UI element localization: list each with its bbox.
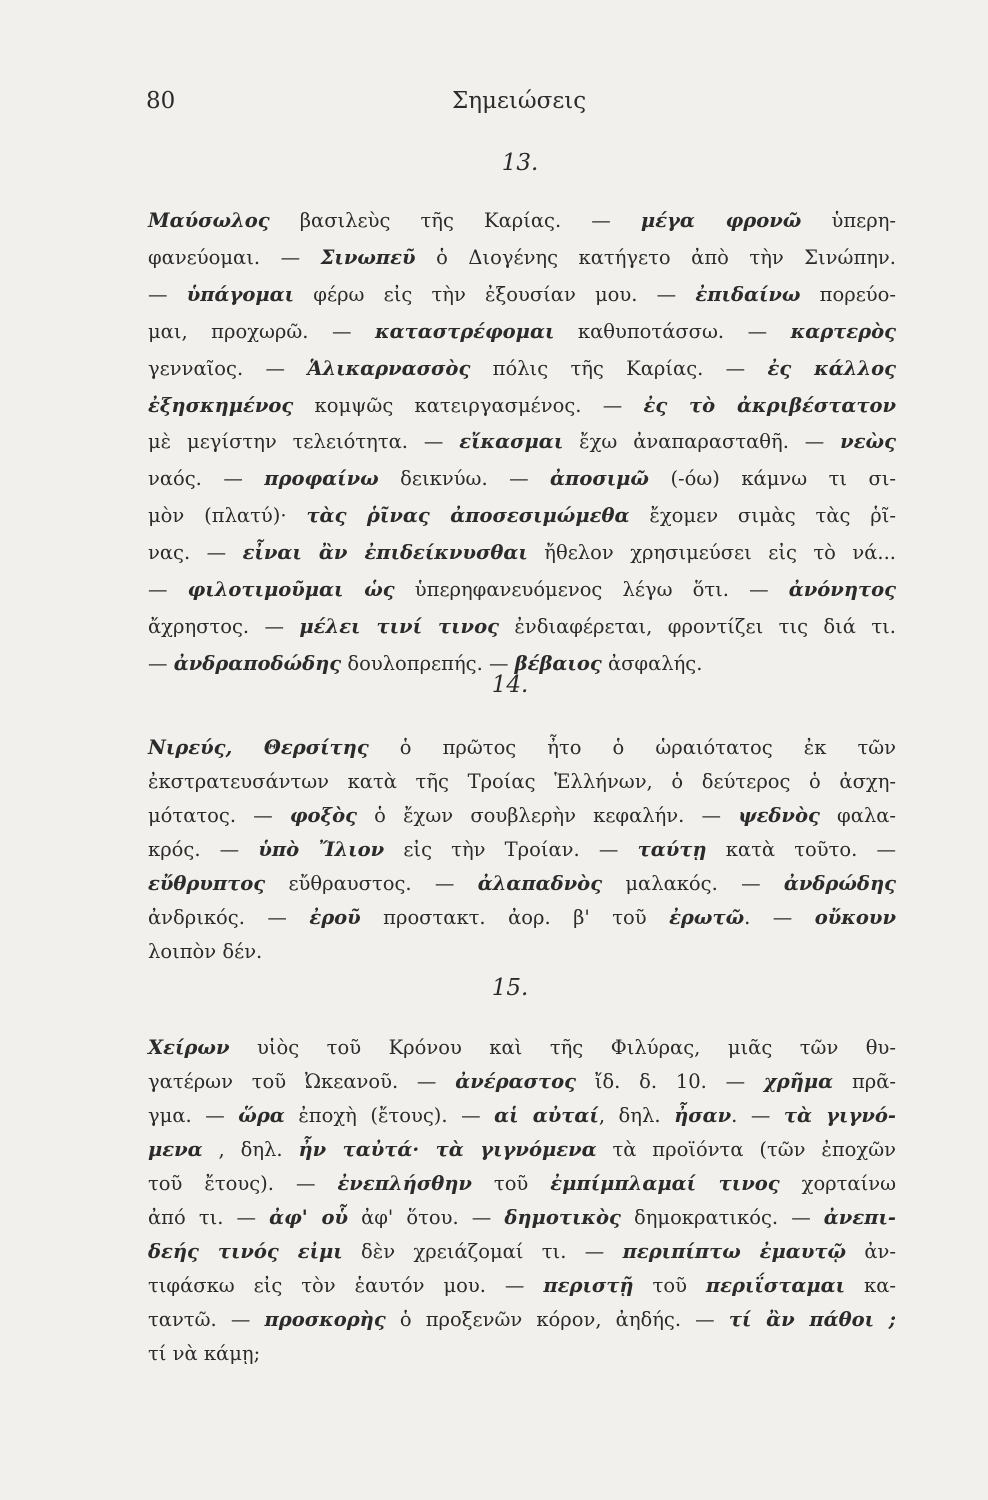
- gloss-text: λοιπὸν δέν.: [148, 940, 263, 963]
- lemma-term: ἐροῦ: [309, 906, 361, 929]
- gloss-text: ἐποχὴ (ἔτους). —: [284, 1104, 495, 1127]
- lemma-term: ἀλαπαδνὸς: [477, 872, 603, 895]
- gloss-text: προστακτ. ἀορ. β' τοῦ: [360, 906, 670, 929]
- text-line: [148, 769, 896, 795]
- gloss-text: μαλακός. —: [602, 872, 784, 895]
- gloss-text: ἄχρηστος. —: [148, 614, 300, 638]
- text-line: [148, 393, 896, 419]
- text-line: [148, 429, 896, 455]
- gloss-text: μὸν (πλατύ)·: [148, 504, 307, 528]
- lemma-term: ψεδνὸς: [738, 804, 820, 827]
- section-number: 14.: [491, 672, 529, 698]
- gloss-text: γμα. —: [148, 1104, 239, 1127]
- gloss-text: φέρω εἰς τὴν ἐξουσίαν μου. —: [294, 282, 696, 306]
- gloss-text: τὰ προϊόντα (τῶν ἐποχῶν: [596, 1138, 896, 1161]
- text-line: [148, 837, 896, 863]
- text-line: [148, 503, 896, 529]
- gloss-text: κομψῶς κατειργασμένος. —: [293, 393, 644, 417]
- lemma-term: περιστῇ: [543, 1274, 634, 1297]
- gloss-text: , δηλ.: [202, 1138, 299, 1161]
- text-line: [148, 1137, 896, 1163]
- gloss-text: τί νὰ κάμῃ;: [148, 1342, 261, 1365]
- lemma-term: δημοτικὸς: [504, 1206, 621, 1229]
- gloss-text: εὔθραυστος. —: [265, 872, 478, 895]
- lemma-term: προσκορὴς: [264, 1308, 386, 1331]
- gloss-text: βασιλεὺς τῆς Καρίας. —: [269, 209, 641, 232]
- lemma-term: ταύτῃ: [637, 838, 707, 861]
- text-line: [148, 1103, 896, 1129]
- gloss-text: πρᾶ-: [833, 1070, 896, 1093]
- text-line: [148, 1307, 896, 1333]
- gloss-text: δὲν χρειάζομαί τι. —: [342, 1240, 623, 1263]
- gloss-text: υἱὸς τοῦ Κρόνου καὶ τῆς Φιλύρας, μιᾶς τῶν θυ-: [229, 1036, 896, 1059]
- gloss-text: ὁ Διογένης κατήγετο ἀπὸ τὴν Σινώπην.: [415, 245, 896, 269]
- gloss-text: δουλοπρεπής. —: [341, 651, 515, 675]
- section-number: 13.: [501, 150, 539, 176]
- lemma-term: εὔθρυπτος: [148, 872, 266, 895]
- text-line: [148, 466, 896, 492]
- lemma-term: ἐς τὸ ἀκριβέστατον: [643, 393, 896, 417]
- gloss-text: εἰς τὴν Τροίαν. —: [384, 838, 638, 861]
- text-line: [148, 905, 896, 931]
- gloss-text: γατέρων τοῦ Ὠκεανοῦ. —: [148, 1070, 456, 1093]
- lemma-term: Χείρων: [148, 1036, 230, 1059]
- lemma-term: περιΐσταμαι: [705, 1274, 846, 1297]
- gloss-text: (-όω) κάμνω τι σι-: [649, 467, 896, 491]
- lemma-term: ἀνδρώδης: [783, 872, 896, 895]
- lemma-term: ἦν ταὐτά· τὰ γιγνόμενα: [298, 1138, 597, 1161]
- lemma-term: ἀφ' οὗ: [269, 1206, 348, 1229]
- lemma-term: ἀποσιμῶ: [550, 467, 649, 491]
- gloss-text: ὑπερηφανευόμενος λέγω ὅτι. —: [394, 578, 789, 601]
- gloss-text: ἀν-: [846, 1240, 896, 1263]
- text-line: [148, 614, 896, 640]
- lemma-term: δεής τινός εἰμι: [148, 1240, 343, 1263]
- gloss-text: γενναῖος. —: [148, 356, 308, 380]
- lemma-term: καρτερὸς: [790, 319, 896, 343]
- text-line: [148, 1239, 896, 1265]
- gloss-text: ἔχω ἀναπαρασταθῆ. —: [563, 430, 841, 454]
- text-line: [148, 1341, 896, 1367]
- lemma-term: Ἁλικαρνασσὸς: [307, 356, 471, 380]
- page-number: 80: [146, 88, 176, 114]
- gloss-text: μότατος. —: [148, 804, 290, 827]
- gloss-text: ὑπερη-: [801, 209, 896, 232]
- lemma-term: Νιρεύς, Θερσίτης: [148, 736, 369, 759]
- gloss-text: τοῦ: [471, 1172, 551, 1195]
- section-number: 15.: [491, 975, 529, 1001]
- lemma-term: ὑπὸ Ἴλιον: [258, 838, 385, 861]
- lemma-term: φιλοτιμοῦμαι ὡς: [187, 578, 395, 601]
- text-line: [148, 577, 896, 603]
- gloss-text: ὁ ἔχων σουβλερὴν κεφαλήν. —: [356, 804, 739, 827]
- lemma-term: ἀνόνητος: [788, 578, 896, 601]
- lemma-term: μέγα φρονῶ: [640, 209, 802, 232]
- lemma-term: μενα: [148, 1138, 203, 1161]
- lemma-term: ὑπάγομαι: [186, 282, 295, 306]
- gloss-text: ὁ πρῶτος ἦτο ὁ ὡραιότατος ἐκ τῶν: [368, 736, 897, 759]
- gloss-text: δημοκρατικός. —: [620, 1206, 824, 1229]
- running-title: Σημειώσεις: [452, 88, 587, 114]
- gloss-text: ναός. —: [148, 467, 265, 491]
- lemma-term: τὰς ῥῖνας ἀποσεσιμώμεθα: [306, 504, 630, 528]
- text-line: [148, 1205, 896, 1231]
- text-line: [148, 356, 896, 382]
- gloss-text: , δηλ.: [598, 1104, 675, 1127]
- gloss-text: ταντῶ. —: [148, 1308, 265, 1331]
- lemma-term: μέλει τινί τινος: [299, 614, 499, 638]
- lemma-term: ὥρα: [238, 1104, 285, 1127]
- gloss-text: ἐνδιαφέρεται, φροντίζει τις διά τι.: [498, 614, 896, 638]
- lemma-term: αἱ αὐταί: [494, 1104, 599, 1127]
- gloss-text: ἀνδρικός. —: [148, 906, 310, 929]
- lemma-term: περιπίπτω ἐμαυτῷ: [622, 1240, 847, 1263]
- lemma-term: ἐνεπλήσθην: [337, 1172, 472, 1195]
- lemma-term: καταστρέφομαι: [374, 319, 555, 343]
- gloss-text: —: [148, 578, 188, 601]
- gloss-text: μαι, προχωρῶ. —: [148, 319, 375, 343]
- lemma-term: ἀνέραστος: [455, 1070, 576, 1093]
- gloss-text: φανεύομαι. —: [148, 245, 321, 269]
- lemma-term: εἴκασμαι: [459, 430, 564, 454]
- gloss-text: ἤθελον χρησιμεύσει εἰς τὸ νά...: [527, 541, 896, 565]
- gloss-text: φαλα-: [819, 804, 896, 827]
- text-line: [148, 208, 896, 234]
- lemma-term: ἐρωτῶ: [669, 906, 745, 929]
- lemma-term: Σινωπεῦ: [320, 245, 416, 269]
- text-line: [148, 282, 896, 308]
- lemma-term: ἐς κάλλος: [767, 356, 896, 380]
- lemma-term: τὰ γιγνό-: [783, 1104, 896, 1127]
- lemma-term: Μαύσωλος: [148, 209, 270, 232]
- gloss-text: ἀσφαλής.: [601, 651, 703, 675]
- gloss-text: χορταίνω: [779, 1172, 896, 1195]
- lemma-term: ἀνεπι-: [823, 1206, 896, 1229]
- gloss-text: —: [148, 651, 174, 675]
- gloss-text: κα-: [845, 1274, 897, 1297]
- gloss-text: . —: [744, 906, 815, 929]
- gloss-text: καθυποτάσσω. —: [554, 319, 791, 343]
- lemma-term: ἐξησκημένος: [148, 393, 294, 417]
- gloss-text: ἴδ. δ. 10. —: [575, 1070, 764, 1093]
- lemma-term: βέβαιος: [514, 651, 602, 675]
- text-line: [148, 1069, 896, 1095]
- lemma-term: ἦσαν: [674, 1104, 732, 1127]
- lemma-term: χρῆμα: [763, 1070, 834, 1093]
- lemma-term: ἐμπίμπλαμαί τινος: [550, 1172, 780, 1195]
- lemma-term: τί ἂν πάθοι ;: [728, 1308, 896, 1331]
- text-line: [148, 540, 896, 566]
- gloss-text: —: [148, 282, 187, 306]
- lemma-term: νεὼς: [840, 430, 896, 454]
- text-line: [148, 245, 896, 271]
- text-line: [148, 1273, 896, 1299]
- lemma-term: ἐπιδαίνω: [695, 282, 801, 306]
- lemma-term: ἀνδραποδώδης: [173, 651, 342, 675]
- gloss-text: τοῦ: [633, 1274, 706, 1297]
- gloss-text: ἐκστρατευσάντων κατὰ τῆς Τροίας Ἑλλήνων, ὁ δεύτερος ὁ ἀσχη-: [148, 770, 896, 793]
- lemma-term: προφαίνω: [264, 467, 379, 491]
- text-line: [148, 939, 896, 965]
- gloss-text: ἀπό τι. —: [148, 1206, 270, 1229]
- gloss-text: . —: [731, 1104, 784, 1127]
- lemma-term: φοξὸς: [289, 804, 357, 827]
- gloss-text: τοῦ ἔτους). —: [148, 1172, 338, 1195]
- gloss-text: ἔχομεν σιμὰς τὰς ῥῖ-: [629, 504, 896, 528]
- lemma-term: εἶναι ἂν ἐπιδείκνυσθαι: [242, 541, 528, 565]
- text-line: [148, 1035, 896, 1061]
- gloss-text: ὁ προξενῶν κόρον, ἀηδής. —: [385, 1308, 729, 1331]
- text-line: [148, 735, 896, 761]
- text-line: [148, 319, 896, 345]
- gloss-text: τιφάσκω εἰς τὸν ἑαυτόν μου. —: [148, 1274, 544, 1297]
- gloss-text: μὲ μεγίστην τελειότητα. —: [148, 430, 460, 454]
- gloss-text: κρός. —: [148, 838, 259, 861]
- lemma-term: οὔκουν: [814, 906, 896, 929]
- text-line: [148, 871, 896, 897]
- gloss-text: πορεύο-: [800, 282, 896, 306]
- gloss-text: πόλις τῆς Καρίας. —: [470, 356, 768, 380]
- gloss-text: κατὰ τοῦτο. —: [706, 838, 896, 861]
- text-line: [148, 1171, 896, 1197]
- gloss-text: ἀφ' ὅτου. —: [347, 1206, 505, 1229]
- text-line: [148, 803, 896, 829]
- gloss-text: νας. —: [148, 541, 243, 565]
- gloss-text: δεικνύω. —: [378, 467, 551, 491]
